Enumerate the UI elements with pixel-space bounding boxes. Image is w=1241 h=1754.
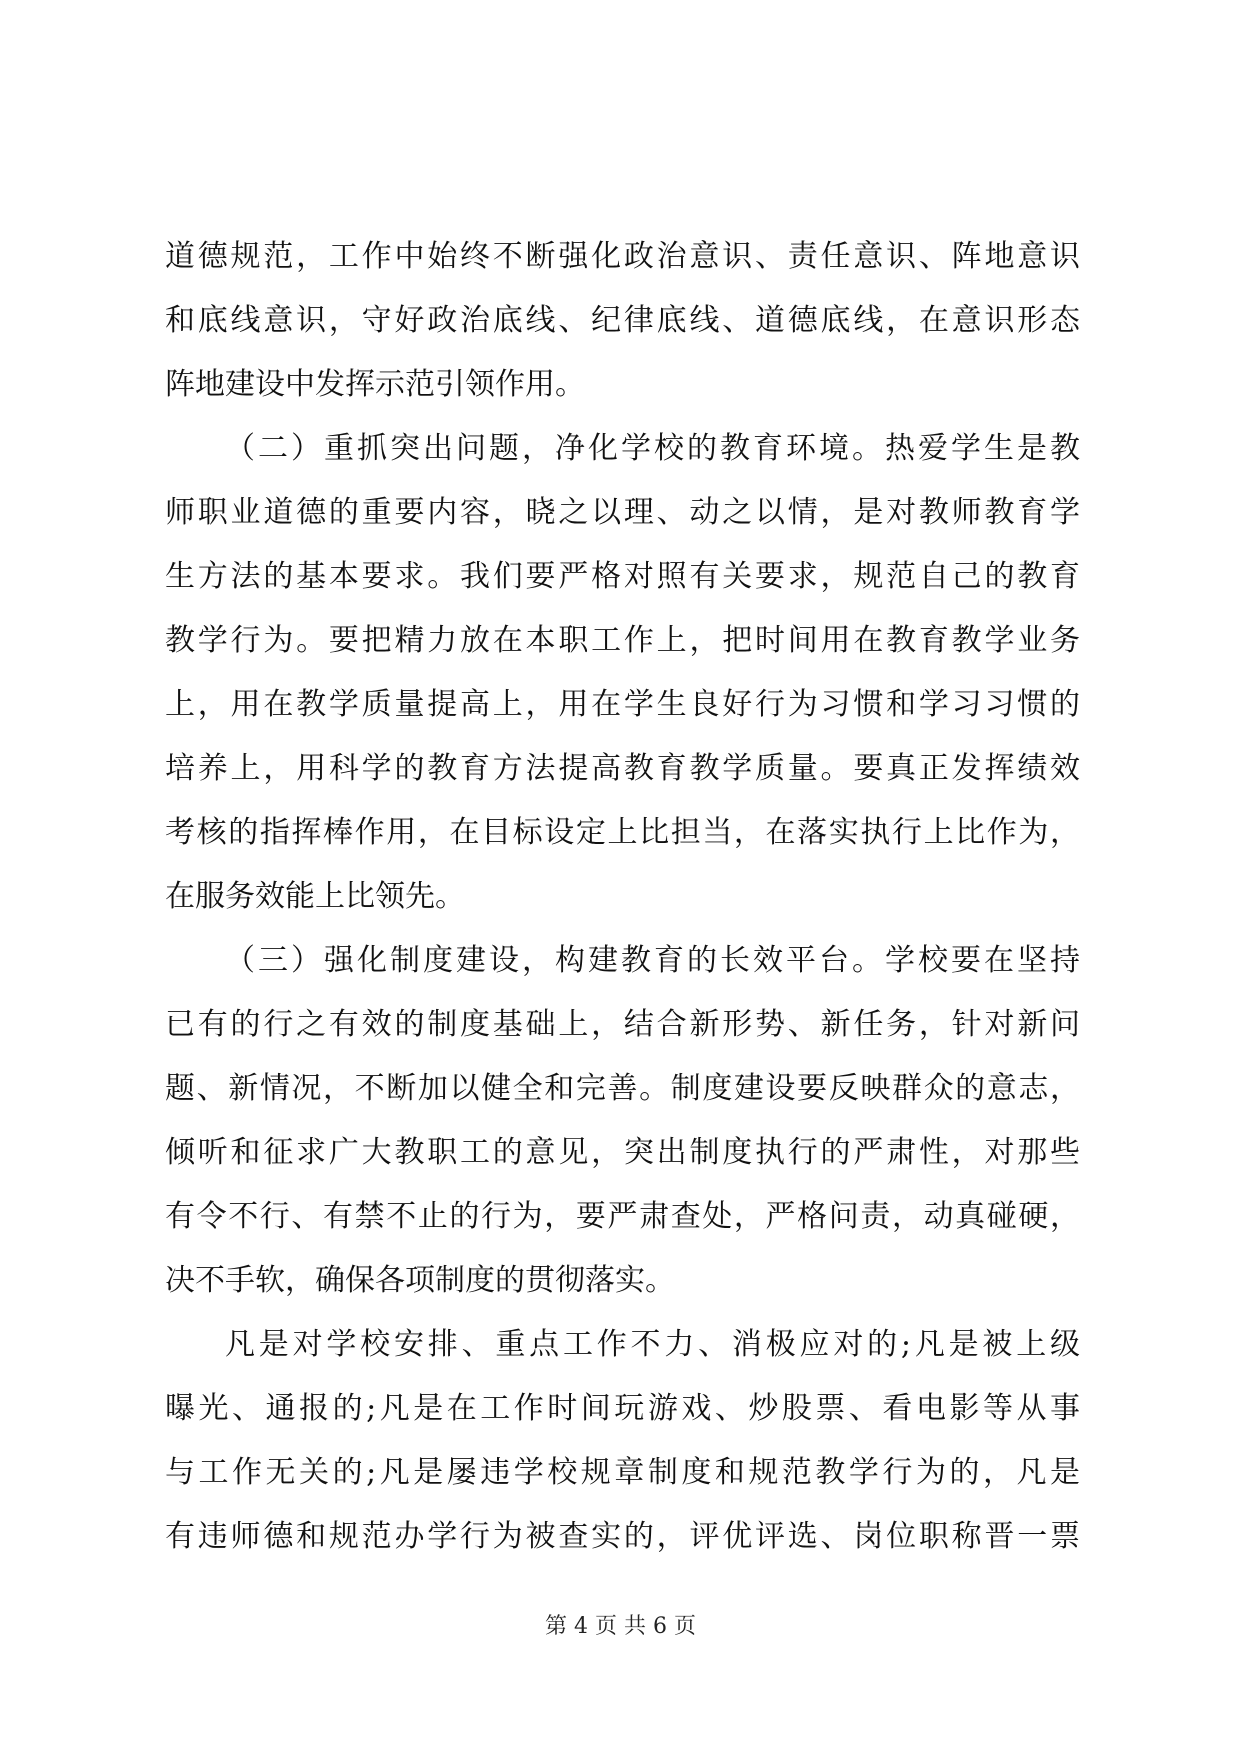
text-line: 与工作无关的;凡是屡违学校规章制度和规范教学行为的，凡是 [165,1455,1080,1490]
paragraph-heading-line: （三）强化制度建设，构建教育的长效平台。学校要在坚持 [225,943,1080,978]
text-line: 阵地建设中发挥示范引领作用。 [165,367,585,402]
text-line: 在服务效能上比领先。 [165,879,465,914]
text-line: 师职业道德的重要内容，晓之以理、动之以情，是对教师教育学 [165,495,1080,530]
text-line: 倾听和征求广大教职工的意见，突出制度执行的严肃性，对那些 [165,1135,1080,1170]
text-line: 有令不行、有禁不止的行为，要严肃查处，严格问责，动真碰硬， [165,1199,1080,1234]
text-line: 曝光、通报的;凡是在工作时间玩游戏、炒股票、看电影等从事 [165,1391,1080,1426]
document-body [165,225,1080,1569]
paragraph-heading-line: （二）重抓突出问题，净化学校的教育环境。热爱学生是教 [225,431,1080,466]
text-line: 考核的指挥棒作用，在目标设定上比担当，在落实执行上比作为， [165,815,1080,850]
text-line: 题、新情况，不断加以健全和完善。制度建设要反映群众的意志， [165,1071,1080,1106]
text-line: 培养上，用科学的教育方法提高教育教学质量。要真正发挥绩效 [165,751,1080,786]
text-line: 决不手软，确保各项制度的贯彻落实。 [165,1263,675,1298]
page-number-footer: 第 4 页 共 6 页 [545,1614,696,1639]
text-line: 已有的行之有效的制度基础上，结合新形势、新任务，针对新问 [165,1007,1080,1042]
text-line: 有违师德和规范办学行为被查实的，评优评选、岗位职称晋一票 [165,1519,1080,1554]
text-line: 上，用在教学质量提高上，用在学生良好行为习惯和学习习惯的 [165,687,1080,722]
text-line: 道德规范，工作中始终不断强化政治意识、责任意识、阵地意识 [165,239,1080,274]
text-line: 生方法的基本要求。我们要严格对照有关要求，规范自己的教育 [165,559,1080,594]
text-line: 教学行为。要把精力放在本职工作上，把时间用在教育教学业务 [165,623,1080,658]
text-line: 和底线意识，守好政治底线、纪律底线、道德底线，在意识形态 [165,303,1080,338]
paragraph-first-line: 凡是对学校安排、重点工作不力、消极应对的;凡是被上级 [225,1327,1080,1362]
